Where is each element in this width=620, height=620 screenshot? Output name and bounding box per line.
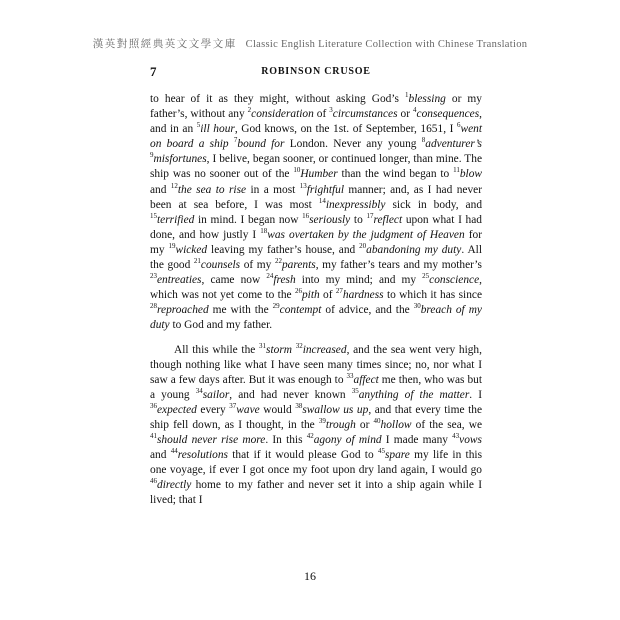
annotation-number: 11: [453, 166, 460, 175]
annotation-number: 28: [150, 302, 157, 311]
annotation-number: 29: [272, 302, 280, 311]
series-title-english: Classic English Literature Collection with Chinese Translation: [245, 39, 528, 50]
annotation-number: 22: [274, 257, 282, 266]
text-run: than the wind began to: [337, 168, 454, 181]
annotation-number: 20: [359, 242, 367, 251]
annotation-number: 23: [150, 272, 157, 281]
annotation-number: 12: [170, 181, 178, 190]
glossed-word: conscience: [429, 274, 480, 287]
text-run: or: [397, 108, 414, 121]
glossed-word: pith: [301, 289, 320, 302]
text-run: , came now: [201, 274, 267, 287]
annotation-number: 44: [170, 447, 178, 456]
glossed-word: affect: [353, 373, 379, 386]
annotation-number: 8: [421, 136, 426, 145]
glossed-word: hardness: [342, 289, 384, 302]
text-run: that if it would please God to: [227, 449, 378, 462]
annotation-number: 15: [150, 211, 157, 220]
glossed-word: abandoning my duty: [366, 243, 462, 256]
text-run: upon what I had done, and how justly I: [150, 213, 482, 241]
annotation-number: 46: [150, 477, 157, 486]
text-run: and: [150, 183, 171, 196]
text-run: , and in an: [150, 108, 483, 136]
annotation-number: 40: [373, 417, 381, 426]
text-run: sick in body, and: [385, 198, 483, 211]
glossed-word: parents: [281, 259, 316, 272]
annotation-number: 35: [351, 386, 359, 395]
annotation-number: 26: [294, 287, 302, 296]
glossed-word: contempt: [279, 304, 322, 317]
annotation-number: 17: [366, 211, 374, 220]
text-run: in mind. I began now: [194, 213, 303, 226]
annotation-number: 25: [422, 272, 430, 281]
annotation-number: 31: [259, 341, 267, 350]
text-run: to hear of it as they might, without asking God’s: [150, 93, 406, 105]
glossed-word: swallow us up: [302, 403, 369, 416]
glossed-word: reflect: [373, 213, 403, 226]
annotation-number: 30: [413, 302, 421, 311]
annotation-number: 16: [302, 211, 310, 220]
text-run: and: [150, 449, 171, 462]
text-run: of: [313, 108, 330, 121]
glossed-word: frightful: [306, 183, 345, 196]
annotation-number: 5: [196, 121, 201, 130]
glossed-word: inexpressibly: [325, 198, 386, 211]
glossed-word: agony of mind: [313, 434, 382, 447]
annotation-number: 37: [229, 402, 237, 411]
glossed-word: Humber: [300, 168, 338, 181]
glossed-word: wave: [236, 403, 260, 416]
text-run: or: [355, 418, 374, 431]
text-run: every: [196, 403, 230, 416]
glossed-word: anything of the matter: [358, 388, 470, 401]
annotation-number: 3: [329, 106, 333, 115]
text-run: of: [319, 289, 336, 302]
annotation-number: 9: [150, 151, 154, 160]
glossed-word: seriously: [309, 213, 351, 226]
glossed-word: resolutions: [177, 449, 228, 462]
glossed-word: fresh: [273, 274, 296, 287]
glossed-word: bound for: [237, 138, 285, 151]
annotation-number: 13: [299, 181, 307, 190]
glossed-word: breach of my duty: [150, 304, 482, 332]
text-run: , and had never known: [229, 388, 352, 401]
annotation-number: 38: [295, 402, 303, 411]
folio-page-number: 16: [304, 569, 316, 583]
text-run: , and that every time the ship fell down, as I thought, in the: [150, 403, 482, 431]
annotation-number: 27: [335, 287, 343, 296]
annotation-number: 39: [318, 417, 326, 426]
text-run: of advice, and the: [321, 304, 414, 317]
text-run: , my father’s tears and my mother’s: [315, 259, 482, 272]
glossed-word: vows: [459, 434, 482, 447]
glossed-word: terrified: [157, 213, 195, 226]
glossed-word: adventurer’s: [425, 138, 482, 151]
annotation-number: 36: [150, 402, 157, 411]
annotation-number: 6: [456, 121, 461, 130]
glossed-word: storm: [266, 343, 292, 356]
glossed-word: blessing: [408, 93, 446, 105]
glossed-word: blow: [459, 168, 483, 181]
annotation-number: 19: [168, 242, 176, 251]
text-run: . All the good: [150, 243, 483, 272]
glossed-word: consideration: [251, 108, 314, 121]
series-title-chinese: 漢英對照經典英文文學文庫: [92, 39, 237, 50]
annotation-number: 42: [306, 432, 314, 441]
annotation-number: 2: [247, 106, 252, 115]
glossed-word: ill hour: [200, 123, 235, 136]
annotation-number: 45: [377, 447, 385, 456]
text-run: for my: [150, 228, 482, 256]
annotation-number: 43: [452, 432, 460, 441]
text-run: me then, who was but a young: [150, 373, 482, 401]
annotation-number: 41: [150, 432, 157, 441]
glossed-word: sailor: [202, 388, 230, 401]
annotation-number: 4: [413, 106, 417, 115]
glossed-word: should never rise more: [157, 434, 266, 447]
text-run: my life in this one voyage, if ever I got once my foot upon dry land again, I would go: [150, 449, 483, 477]
text-run: leaving my father’s house, and: [207, 243, 360, 256]
text-run: All this while the: [174, 343, 260, 356]
text-run: . In this: [265, 434, 307, 447]
text-run: or my father’s, without any: [150, 93, 482, 121]
text-run: , which was not yet come to the: [150, 274, 482, 302]
text-run: to: [350, 213, 367, 226]
text-run: London. Never any young: [284, 138, 422, 151]
glossed-word: entreaties: [157, 274, 202, 287]
text-run: to God and my father.: [169, 319, 273, 332]
glossed-word: expected: [157, 403, 197, 416]
text-run: of the sea, we: [411, 418, 483, 431]
glossed-word: went on board a ship: [150, 123, 482, 151]
glossed-word: circumstances: [332, 108, 398, 121]
annotation-number: 14: [318, 196, 326, 205]
series-header: [0, 36, 620, 51]
annotation-number: 21: [193, 257, 201, 266]
annotation-number: 34: [195, 386, 203, 395]
glossed-word: misfortunes: [153, 153, 207, 166]
glossed-word: hollow: [380, 418, 412, 431]
text-run: of my: [240, 259, 275, 272]
body-text: [150, 92, 482, 509]
text-run: me with the: [208, 304, 273, 317]
annotation-number: 1: [405, 91, 409, 100]
glossed-word: the sea to rise: [177, 183, 247, 196]
annotation-number: 7: [233, 136, 238, 145]
text-run: I made many: [381, 434, 453, 447]
annotation-number: 33: [346, 371, 354, 380]
text-run: manner; and, as I had never been at sea before, I was most: [150, 183, 482, 211]
text-run: . I: [469, 388, 482, 401]
paragraph: [150, 343, 482, 509]
text-run: , God knows, on the 1st. of September, 1651, I: [234, 123, 457, 136]
paragraph: [150, 92, 482, 334]
annotation-number: 24: [266, 272, 274, 281]
glossed-word: was overtaken by the judgment of Heaven: [267, 228, 465, 241]
glossed-word: consequences: [416, 108, 480, 121]
text-run: , I belive, began sooner, or continued longer, than mine. The ship was no sooner out of the: [150, 153, 482, 181]
glossed-word: reproached: [157, 304, 209, 317]
text-run: , and the sea went very high, though nothing like what I have seen many times since; no, nor what I saw a few days after. But it was enough to: [150, 343, 482, 386]
glossed-word: spare: [384, 449, 410, 462]
text-run: would: [259, 403, 296, 416]
annotation-number: 32: [295, 341, 303, 350]
text-run: to which it has since: [383, 289, 482, 302]
text-run: in a most: [246, 183, 300, 196]
text-run: home to my father and never set it into a ship again while I lived; that I: [150, 479, 482, 507]
glossed-word: wicked: [175, 243, 208, 256]
glossed-word: directly: [157, 479, 192, 492]
annotation-number: 18: [260, 227, 268, 236]
glossed-word: counsels: [200, 259, 241, 272]
annotation-number: 10: [293, 166, 301, 175]
text-run: into my mind; and my: [295, 274, 423, 287]
book-page-number: 7: [150, 64, 157, 79]
book-title: ROBINSON CRUSOE: [261, 66, 371, 77]
glossed-word: increased: [302, 343, 347, 356]
glossed-word: trough: [325, 418, 356, 431]
